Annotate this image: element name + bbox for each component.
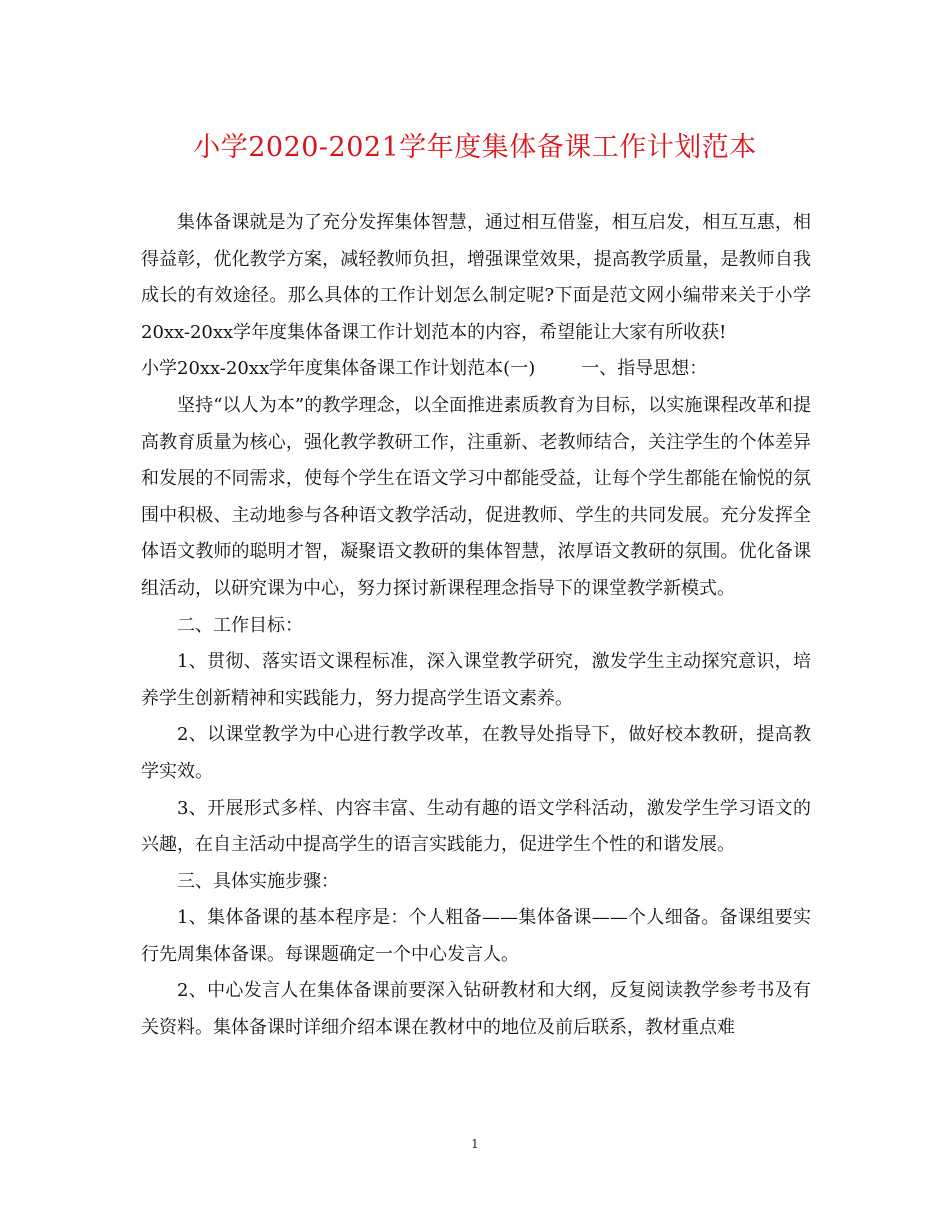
document-body	[141, 205, 811, 1047]
steps-heading: 三、具体实施步骤：	[177, 870, 339, 892]
section-heading-left: 小学20xx-20xx学年度集体备课工作计划范本(一)	[141, 358, 536, 380]
goal-item-1: 1、贯彻、落实语文课程标准，深入课堂教学研究，激发学生主动探究意识，培养学生创新精神和实践能力，努力提高学生语文素养。	[141, 651, 811, 709]
goal-item-2: 2、以课堂教学为中心进行教学改革，在教导处指导下，做好校本教研，提高教学实效。	[141, 724, 811, 782]
step-item-1: 1、集体备课的基本程序是：个人粗备——集体备课——个人细备。备课组要实行先周集体备课。每课题确定一个中心发言人。	[141, 907, 811, 965]
goals-heading: 二、工作目标：	[177, 614, 303, 636]
section-heading-line	[141, 351, 811, 388]
step-item-2: 2、中心发言人在集体备课前要深入钻研教材和大纲，反复阅读教学参考书及有关资料。集体备课时详细介绍本课在教材中的地位及前后联系，教材重点难	[141, 980, 811, 1039]
document-title: 小学2020-2021学年度集体备课工作计划范本	[193, 132, 757, 163]
page-number: 1	[471, 1137, 479, 1151]
guiding-paragraph: 坚持“以人为本”的教学理念，以全面推进素质教育为目标，以实施课程改革和提高教育质量为核心，强化教学教研工作，注重新、老教师结合，关注学生的个体差异和发展的不同需求，使每个学生在语文学习中都能受益，让每个学生都能在愉悦的氛围中积极、主动地参与各种语文教学活动，促进教师、学生的共同发展。充分发挥全体语文教师的聪明才智，凝聚语文教研的集体智慧，浓厚语文教研的氛围。优化备课组活动，以研究课为中心，努力探讨新课程理念指导下的课堂教学新模式。	[141, 394, 811, 599]
section-heading-right: 一、指导思想：	[581, 358, 708, 380]
intro-paragraph: 集体备课就是为了充分发挥集体智慧，通过相互借鉴，相互启发，相互互惠，相得益彰，优化教学方案，减轻教师负担，增强课堂效果，提高教学质量，是教师自我成长的有效途径。那么具体的工作计划怎么制定呢?下面是范文网小编带来关于小学20xx-20xx学年度集体备课工作计划范本的内容，希望能让大家有所收获!	[141, 212, 811, 343]
goal-item-3: 3、开展形式多样、内容丰富、生动有趣的语文学科活动，激发学生学习语文的兴趣，在自主活动中提高学生的语言实践能力，促进学生个性的和谐发展。	[141, 797, 811, 856]
